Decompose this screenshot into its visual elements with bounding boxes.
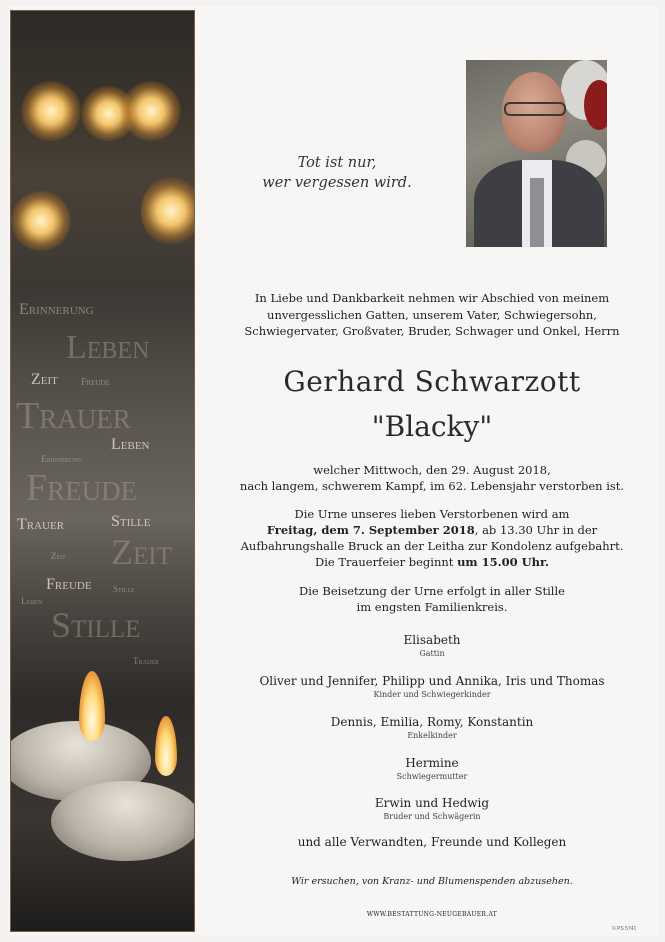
quote-line: wer vergessen wird. (262, 175, 412, 191)
viewing-date: Freitag, dem 7. September 2018 (266, 523, 475, 537)
mourner-name: Hermine (405, 756, 459, 770)
band-word: Leben (66, 329, 150, 366)
death-info (232, 462, 632, 494)
viewing-time: , ab 13.30 Uhr in der (474, 523, 598, 537)
mourner-relation: Schwiegermutter (396, 772, 468, 781)
candle-glow (141, 176, 195, 246)
mourner-entry (232, 673, 632, 700)
mourner-name: Erwin und Hedwig (374, 796, 490, 810)
band-word: Zeit (31, 371, 58, 388)
mourner-entry (232, 795, 632, 822)
band-word: Erinnerung (41, 454, 82, 464)
portrait-photo (466, 60, 607, 247)
burial-line: im engsten Familienkreis. (356, 600, 508, 614)
band-word: Leben (111, 436, 150, 453)
portrait-tie (530, 178, 544, 247)
funeral-home-url: WWW.BESTATTUNG-NEUGEBAUER.AT (366, 911, 498, 918)
deceased-nickname: "Blacky" (371, 410, 493, 443)
band-word: Leben (21, 596, 43, 606)
mourner-name: Elisabeth (403, 633, 461, 647)
candle-glow (11, 191, 71, 251)
band-word: Freude (26, 467, 138, 509)
mourner-entry (232, 632, 632, 659)
copyright-mark: © PS 5741 (612, 926, 637, 932)
mourner-relation: Gattin (419, 649, 445, 658)
band-word: Stille (51, 605, 141, 645)
band-word: Zeit (111, 532, 172, 572)
deceased-name: Gerhard Schwarzott (283, 365, 581, 398)
death-line: nach langem, schwerem Kampf, im 62. Lebensjahr verstorben ist. (239, 479, 625, 493)
candle-image-band (10, 10, 195, 932)
band-word: Stille (113, 584, 135, 594)
mourner-name: Oliver und Jennifer, Philipp und Annika, Iris und Thomas (259, 674, 605, 688)
viewing-line: Die Urne unseres lieben Verstorbenen wird am (294, 507, 570, 521)
viewing-line: Aufbahrungshalle Bruck an der Leitha zur Kondolenz aufgebahrt. (240, 539, 624, 553)
band-word: Freude (81, 377, 110, 388)
mourner-relation: Kinder und Schwiegerkinder (373, 690, 491, 699)
burial-line: Die Beisetzung der Urne erfolgt in aller Stille (299, 584, 565, 598)
burial-info (232, 583, 632, 615)
band-word: Trauer (133, 656, 159, 666)
band-word: Trauer (16, 395, 131, 437)
mourner-name: Dennis, Emilia, Romy, Konstantin (330, 715, 534, 729)
death-line: welcher Mittwoch, den 29. August 2018, (313, 463, 551, 477)
viewing-line (232, 522, 632, 538)
mourner-entry (232, 755, 632, 782)
ceremony-time: um 15.00 Uhr. (457, 555, 550, 569)
band-word: Freude (46, 576, 92, 593)
viewing-line (232, 554, 632, 570)
candle-flame (79, 671, 105, 741)
intro-text: In Liebe und Dankbarkeit nehmen wir Abschied von meinem unvergesslichen Gatten, unserem Vater, Schwiegersohn, Schwiegervater, Großvater, Bruder, Schwager und Onkel, Herrn (244, 291, 620, 338)
final-line: und alle Verwandten, Freunde und Kollegen (297, 835, 567, 849)
candle-glow (121, 81, 181, 141)
candle-glow (21, 81, 81, 141)
mourner-relation: Bruder und Schwägerin (383, 812, 481, 821)
band-word: Zeit (51, 551, 66, 561)
candle-flame (155, 716, 177, 776)
memorial-quote (232, 153, 442, 193)
candle-cup (51, 781, 195, 861)
ceremony-text: Die Trauerfeier beginnt (314, 555, 458, 569)
viewing-info (232, 506, 632, 570)
mourner-entry (232, 714, 632, 741)
flower-note: Wir ersuchen, von Kranz- und Blumenspenden abzusehen. (291, 876, 573, 887)
portrait-glasses (504, 102, 566, 116)
band-word: Erinnerung (19, 301, 94, 318)
mourner-relation: Enkelkinder (407, 731, 457, 740)
band-word: Trauer (17, 516, 65, 533)
balloon (584, 80, 607, 130)
quote-line: Tot ist nur, (297, 155, 377, 171)
band-word: Stille (111, 513, 151, 530)
